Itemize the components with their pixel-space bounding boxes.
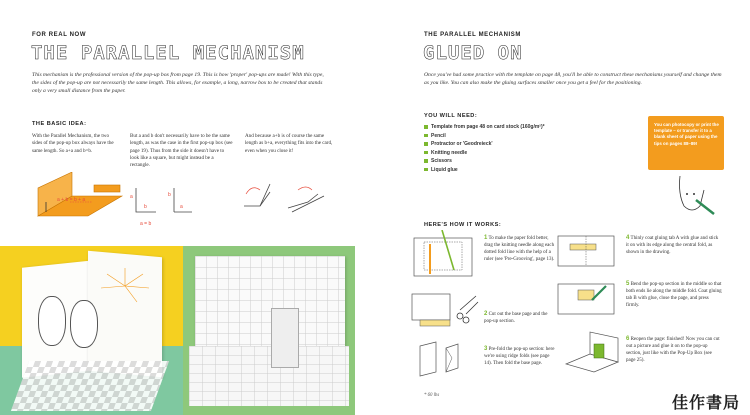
material-item: Liquid glue	[424, 167, 634, 173]
svg-text:a: a	[180, 204, 183, 210]
step-number: 4	[626, 235, 630, 241]
material-item: Template from page 48 on card stock (160g/m²)*	[424, 124, 634, 130]
how-it-works-heading: HERE'S HOW IT WORKS:	[424, 222, 502, 228]
materials-list	[424, 124, 634, 176]
hand-pencil-icon	[670, 170, 720, 220]
step-2	[484, 311, 548, 325]
tip-note-text: You can photocopy or print the template – or transfer it to a blank sheet of paper using the tips on pages 88–89!	[654, 122, 719, 146]
cartoon-figure-right	[70, 300, 98, 348]
step3-illustration	[418, 338, 478, 378]
step-4	[626, 235, 722, 256]
step4-illustration	[556, 232, 618, 272]
step-text: To make the paper fold better, drag the knitting needle along each dotted fold line with the help of a ruler (see 'Pre-Grooving', page 13).	[484, 236, 555, 262]
step-number: 3	[484, 346, 488, 352]
left-intro: This mechanism is the professional version of the pop-up box from page 19. This is how 'proper' pop-ups are made! With this type, the sides of the pop-up are not necessarily the same length. This allows, for example, a long, narrow box to be created that stands only a very small distance from the paper.	[32, 72, 324, 95]
svg-text:b: b	[168, 192, 171, 198]
material-item: Pencil	[424, 133, 634, 139]
photo-green-popup	[183, 246, 355, 415]
step-number: 1	[484, 235, 488, 241]
step6-illustration	[564, 330, 620, 374]
right-intro: Once you've had some practice with the template on page 48, you'll be able to construct these mechanisms yourself and change them as you like. You can also make the gluing surfaces smaller once you get a feel for the positioning.	[424, 72, 722, 87]
basic-idea-col1: With the Parallel Mechanism, the two sides of the pop-up box always have the same length. So a+a and b=b.	[32, 133, 114, 154]
popup-box	[271, 308, 299, 368]
right-title: GLUED ON	[423, 42, 523, 64]
step-text: Pre-fold the pop-up section: here we're using ridge folds (see page 14). Then fold the base page.	[484, 347, 555, 366]
right-kicker: THE PARALLEL MECHANISM	[424, 32, 521, 38]
material-item: Protractor or 'Geodreieck'	[424, 141, 634, 147]
step5-illustration	[556, 280, 618, 320]
basic-idea-col2: But a and b don't necessarily have to be the same length, as was the case in the first pop-up box (see page 19). Thus from the side it doesn't have to look like a square, but might instead be a rectangle.	[130, 133, 233, 169]
tip-note	[648, 116, 724, 170]
equation-ab-label: a = b	[140, 221, 152, 227]
equation-label: a + b = b + a	[57, 197, 86, 203]
step-number: 2	[484, 311, 488, 317]
footnote: * 60 lbs	[424, 393, 440, 398]
basic-idea-heading: THE BASIC IDEA:	[32, 121, 87, 127]
step-5	[626, 281, 722, 309]
svg-text:b: b	[144, 204, 147, 210]
material-item: Knitting needle	[424, 150, 634, 156]
step-text: Cut out the base page and the pop-up section.	[484, 312, 548, 324]
you-will-need-heading: YOU WILL NEED:	[424, 113, 478, 119]
step-text: Bend the pop-up section in the middle so that both ends lie along the middle fold. Coat gluing tab B with glue, close the page, and press firmly.	[626, 282, 722, 308]
step-number: 5	[626, 281, 630, 287]
photo-yellow-popup	[0, 246, 183, 415]
material-item: Scissors	[424, 158, 634, 164]
step-3	[484, 346, 556, 367]
folding-diagram	[240, 178, 330, 223]
step-text: Thinly coat gluing tab A with glue and stick it on with its edge along the central fold, as shown in the drawing.	[626, 236, 719, 255]
left-kicker: FOR REAL NOW	[32, 32, 87, 38]
step-6	[626, 336, 722, 364]
side-view-diagram	[128, 184, 198, 229]
cartoon-figure-left	[38, 296, 66, 346]
step-text: Reopen the page: finished! Now you can cut out a picture and glue it on to the pop-up section, just like with the Pop-Up Box (see page 25).	[626, 337, 720, 363]
left-title: THE PARALLEL MECHANISM	[31, 42, 305, 64]
step1-illustration	[408, 230, 488, 282]
svg-text:a: a	[130, 194, 133, 200]
watermark: 佳作書局	[672, 393, 741, 412]
step-number: 6	[626, 336, 630, 342]
step-1	[484, 235, 556, 263]
step2-illustration	[408, 290, 488, 330]
basic-idea-col3: And because a+b is of course the same length as b+a, everything fits into the card, even when you close it!	[245, 133, 333, 154]
